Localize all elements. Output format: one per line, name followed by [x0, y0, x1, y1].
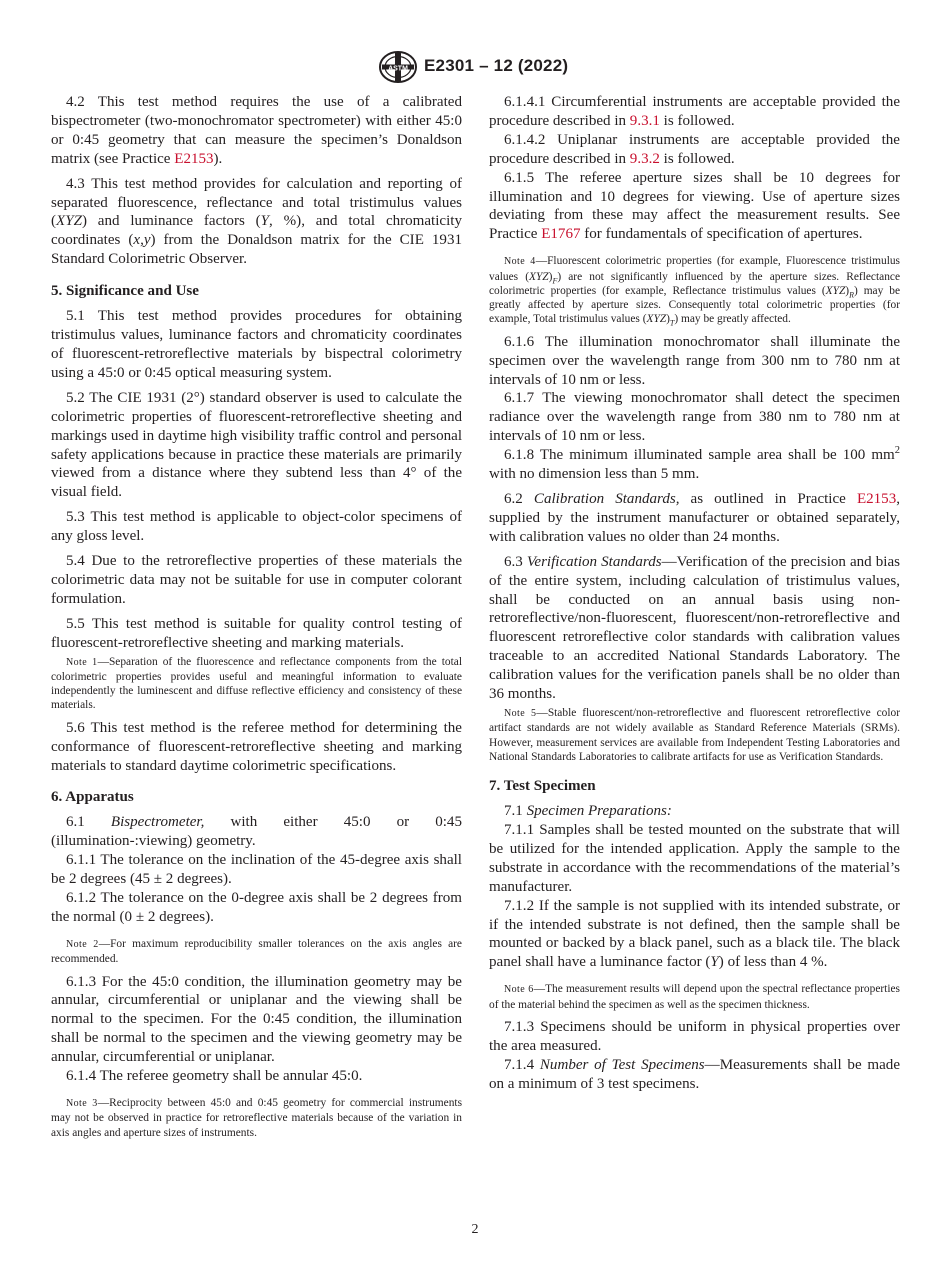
- paragraph-5-5: 5.5 This test method is suitable for quality control testing of fluorescent-retroreflective sheeting and marking materials.: [51, 615, 462, 651]
- link-9-3-2[interactable]: 9.3.2: [629, 150, 660, 167]
- paragraph-6-1-6: 6.1.6 The illumination monochromator shall illuminate the specimen over the wavelength range from 300 nm to 780 nm at intervals of 10 nm or less.: [489, 333, 900, 388]
- paragraph-6-1: 6.1 Bispectrometer, with either 45:0 or 0:45 (illumination-:viewing) geometry.: [51, 814, 462, 850]
- paragraph-5-2: 5.2 The CIE 1931 (2°) standard observer is used to calculate the colorimetric properties of fluorescent-retroreflective sheeting and markings used in daytime high visibility traffic control and personal safety applications because in practice these materials are primarily viewed from a distance where they subtend less than 4° of the visual field.: [51, 389, 462, 501]
- paragraph-7-1-4: 7.1.4 Number of Test Specimens—Measurements shall be made on a minimum of 3 test specimens.: [489, 1056, 900, 1092]
- document-id: E2301 – 12 (2022): [424, 56, 569, 75]
- section-5-heading: 5. Significance and Use: [51, 283, 199, 300]
- page-number: 2: [471, 1222, 479, 1237]
- paragraph-6-1-4-2: 6.1.4.2 Uniplanar instruments are acceptable provided the procedure described in 9.3.2 is followed.: [489, 131, 900, 167]
- link-9-3-1[interactable]: 9.3.1: [629, 112, 660, 129]
- note-1: Note 1—Separation of the fluorescence and reflectance components from the total colorimetric properties provides useful and meaningful information to evaluate independently the luminescent and diffuse reflective efficiency and consistency of these materials.: [51, 655, 462, 712]
- paragraph-7-1: 7.1 Specimen Preparations:: [504, 803, 672, 820]
- link-e2153[interactable]: E2153: [174, 150, 214, 167]
- link-e1767[interactable]: E1767: [541, 226, 581, 243]
- note-3: Note 3—Reciprocity between 45:0 and 0:45 geometry for commercial instruments may not be observed in practice for retroreflective materials because of the variation in axis angles and aperture sizes of instruments.: [51, 1096, 462, 1139]
- paragraph-4-2: 4.2 This test method requires the use of a calibrated bispectrometer (two-monochromator spectrometer) with either 45:0 or 0:45 geometry that can measure the specimen’s Donaldson matrix (see Practice E2153).: [51, 94, 462, 167]
- logo-text: ASTM: [388, 65, 408, 73]
- paragraph-6-1-8: 6.1.8 The minimum illuminated sample area shall be 100 $mm^2$ with no dimension less than 5 mm.: [489, 445, 900, 483]
- paragraph-5-6: 5.6 This test method is the referee method for determining the conformance of fluorescent-retroreflective sheeting and marking materials to standard daytime colorimetric specifications.: [51, 719, 462, 774]
- note-2: Note 2—For maximum reproducibility smaller tolerances on the axis angles are recommended.: [51, 937, 462, 966]
- paragraph-5-1: 5.1 This test method provides procedures for obtaining tristimulus values, luminance factors and chromaticity coordinates of fluorescent-retroreflective materials by bispectral colorimetry using a 45:0 or 0:45 optical measuring system.: [51, 308, 462, 381]
- note-4: Note 4—Fluorescent colorimetric properties (for example, Fluorescence tristimulus values $(XYZ)_F$) are not significantly influenced by the aperture sizes. Reflectance colorimetric properties (for example, Reflectance tristimulus values $(XYZ)_R$) may be greatly affected by aperture sizes. Consequently total colorimetric properties (for example, Total tristimulus values $(XYZ)_T$) may be greatly affected.: [489, 255, 900, 328]
- paragraph-4-3: 4.3 This test method provides for calculation and reporting of separated fluorescence, reflectance and total tristimulus values (XYZ) and luminance factors (Y, %), and total chromaticity coordinates (x,y) from the Donaldson matrix for the CIE 1931 Standard Colorimetric Observer.: [51, 175, 462, 268]
- link-e2153-2[interactable]: E2153: [856, 490, 897, 507]
- paragraph-7-1-1: 7.1.1 Samples shall be tested mounted on the substrate that will be utilized for the intended application. Apply the sample to the substrate in accordance with the recommendations of the material’s manufacturer.: [489, 822, 900, 895]
- paragraph-6-1-2: 6.1.2 The tolerance on the 0-degree axis shall be 2 degrees from the normal (0 ± 2 degrees).: [51, 890, 462, 925]
- paragraph-6-1-5: 6.1.5 The referee aperture sizes shall be 10 degrees for illumination and 10 degrees for viewing. Use of aperture sizes deviating from these may affect the measurement results. See Practice E1767 for fundamentals of specification of apertures.: [489, 169, 900, 243]
- paragraph-6-1-7: 6.1.7 The viewing monochromator shall detect the specimen radiance over the wavelength range from 380 nm to 780 nm at intervals of 10 nm or less.: [489, 390, 900, 445]
- note-6: Note 6—The measurement results will depend upon the spectral reflectance properties of the material behind the specimen as well as the specimen thickness.: [489, 983, 900, 1011]
- section-6-heading: 6. Apparatus: [51, 789, 134, 806]
- paragraph-5-4: 5.4 Due to the retroreflective properties of these materials the colorimetric data may not be suitable for use in computer colorant formulation.: [51, 553, 462, 607]
- paragraph-6-1-4: 6.1.4 The referee geometry shall be annular 45:0.: [66, 1068, 363, 1085]
- right-column: [489, 93, 900, 1100]
- paragraph-6-1-1: 6.1.1 The tolerance on the inclination of the 45-degree axis shall be 2 degrees (45 ± 2 degrees).: [51, 852, 462, 888]
- section-7-heading: 7. Test Specimen: [489, 778, 596, 795]
- note-5: Note 5—Stable fluorescent/non-retroreflective and fluorescent retroreflective color artifact standards are not widely available as Standard Reference Materials (SRMs). However, measurement services are available from Independent Testing Laboratories and National Standards Laboratories to calibrate artifacts for use as Verification Standards.: [489, 706, 900, 763]
- astm-logo-icon: [378, 50, 418, 84]
- left-column: [51, 93, 462, 1146]
- paragraph-6-1-3: 6.1.3 For the 45:0 condition, the illumination geometry may be annular, circumferential or uniplanar and the viewing shall be normal to the specimen. For the 0:45 condition, the illumination shall be normal to the specimen and the viewing geometry may be annular, circumferential or uniplanar.: [51, 973, 462, 1066]
- page-header: [0, 50, 950, 90]
- paragraph-6-2: 6.2 Calibration Standards, as outlined in Practice E2153, supplied by the instrument manufacturer or obtained separately, with calibration values no older than 24 months.: [489, 490, 900, 545]
- paragraph-6-1-4-1: 6.1.4.1 Circumferential instruments are acceptable provided the procedure described in 9.3.1 is followed.: [489, 94, 900, 129]
- paragraph-7-1-3: 7.1.3 Specimens should be uniform in physical properties over the area measured.: [489, 1018, 900, 1054]
- paragraph-5-3: 5.3 This test method is applicable to object-color specimens of any gloss level.: [51, 509, 462, 545]
- paragraph-7-1-2: 7.1.2 If the sample is not supplied with its intended substrate, or if the intended substrate is not defined, then the sample shall be mounted or backed by a black panel, such as a black tile. The black panel shall have a luminance factor (Y) of less than 4 %.: [489, 897, 900, 971]
- paragraph-6-3: 6.3 Verification Standards—Verification of the precision and bias of the entire system, including calculation of tristimulus values, shall be conducted on an annual basis using non-retroreflective/non-fluorescent, fluorescent/non-retroreflective and fluorescent retroreflective color standards with calibration values traceable to an accredited National Standards Laboratory. The calibration values for the verification panels shall be no older than 36 months.: [489, 553, 901, 703]
